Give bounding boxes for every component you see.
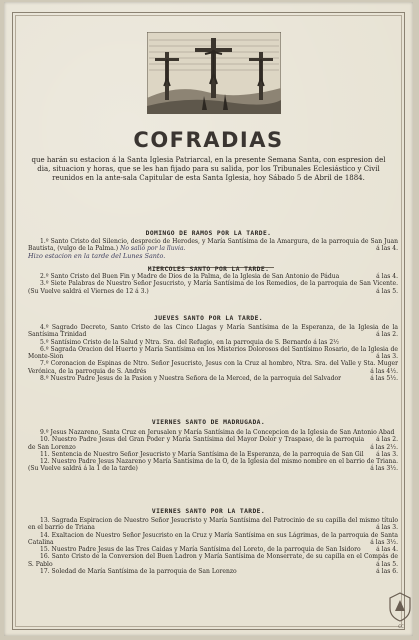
entry-text: 14. Exaltacion de Nuestro Señor Jesucristo en la Cruz y María Santísima en sus Lágrimas, de la parroquia de Santa Catalina — [28, 531, 398, 546]
archive-stamp-icon — [389, 592, 411, 622]
entry-time: á las 4. — [376, 273, 398, 280]
entry-time: á las 3½. — [370, 538, 398, 546]
entry-text: 17. Soledad de María Santísima de la parroquia de San Lorenzo — [40, 568, 237, 576]
handwritten-note-line — [28, 253, 398, 260]
entry-time: á las 4½. — [370, 367, 398, 375]
entry-text: 4.º Sagrado Decreto, Santo Cristo de las Cinco Llagas y María Santísima de la Esperanza, de la Iglesia de la Santísima Trinidad — [28, 324, 398, 339]
entry — [28, 273, 398, 280]
entry-text: 11. Sentencia de Nuestro Señor Jesucristo y María Santísima de la Esperanza, de la parroquia de San Gil — [40, 450, 364, 458]
entry-time: á las 3½. — [370, 465, 398, 473]
entry — [28, 324, 398, 339]
handwritten-note: No salió por la lluvia. — [120, 245, 186, 253]
section-entries — [28, 517, 398, 575]
entry-text: 15. Nuestro Padre Jesus de las Tres Caidas y María Santísima del Loreto, de la parroquia de San Isidoro — [40, 546, 361, 554]
entry-text: 8.º Nuestro Padre Jesus de la Pasion y Nuestra Señora de la Merced, de la parroquia del Salvador — [40, 375, 341, 383]
entry-time: á las 2. — [376, 436, 398, 444]
section-heading: VIERNES SANTO POR LA TARDE. — [151, 508, 266, 515]
entry-time: á las 2½. — [370, 443, 398, 451]
section-heading: MIERCOLES SANTO POR LA TARDE. — [147, 266, 270, 273]
entry-text: 10. Nuestro Padre Jesus del Gran Poder y María Santísima del Mayor Dolor y Traspaso, de la parroquia de San Lorenzo — [28, 436, 365, 451]
entry — [28, 238, 398, 253]
entry — [28, 339, 398, 346]
entry-text: 7.º Coronacion de Espinas de Ntro. Señor Jesucristo, Jesus con la Cruz al hombro, Ntra. Sra. del Valle y Sta. Muger Verónica, de la parroquia de S. Andrés — [28, 360, 398, 375]
entry — [28, 546, 398, 553]
entry-text: 9.º Jesus Nazareno, Santa Cruz en Jerusalen y María Santísima de la Concepcion de la Iglesia de San Antonio Abad — [40, 429, 395, 436]
entry — [28, 346, 398, 361]
entry-text: 6.º Sagrada Oracion del Huerto y María Santísima en los Misterios Dolorosos del Santísimo Rosario, de la Iglesia de Monte-Sion — [28, 345, 398, 361]
entry-text: 12. Nuestro Padre Jesus Nazareno y María Santísima de la O, de la Iglesia del mismo nombre en el barrio de Triana. (Su Vuelve saldrá á la 1 de la tarde) — [28, 458, 398, 473]
section-entries — [28, 238, 398, 260]
entry-time: á las 4. — [376, 546, 398, 554]
entry — [28, 451, 398, 458]
entry-text: 16. Santo Cristo de la Conversion del Buen Ladron y María Santísima de Monserrate, de su capilla en el Compás de S. Pablo — [28, 553, 398, 568]
entry-time: á las 5. — [376, 287, 398, 295]
entry — [28, 553, 398, 568]
entry-time: á las 3. — [376, 450, 398, 458]
entry-text: 5.º Santísimo Cristo de la Salud y Ntra. Sra. del Refugio, en la parroquia de S. Bernardo á las 2½ — [40, 338, 340, 346]
section-heading: DOMINGO DE RAMOS POR LA TARDE. — [145, 230, 272, 237]
entry-time: á las 2. — [376, 331, 398, 339]
document-sheet — [4, 2, 413, 636]
entry — [28, 517, 398, 532]
section-heading: VIERNES SANTO DE MADRUGADA. — [151, 419, 266, 426]
document-intro: que harán su estacion á la Santa Iglesia Patriarcal, en la presente Semana Santa, con espresion del dia, situacion y horas, que se les han fijado para su salida, por los Tribunales Eclesiástico y Civil reunidos en la ante-sala Capitular de esta Santa Iglesia, hoy Sábado 5 de Abril de 1884. — [31, 156, 386, 183]
section-heading: JUEVES SANTO POR LA TARDE. — [154, 315, 263, 322]
entry-time: á las 3. — [376, 524, 398, 532]
entry-time: á las 3. — [376, 353, 398, 361]
entry-text: 13. Sagrada Espiracion de Nuestro Señor Jesucristo y María Santísima del Patrocinio de su capilla del mismo título en el barrio de Triana — [28, 517, 398, 532]
section-entries — [28, 429, 398, 473]
entry-time: á las 5. — [376, 560, 398, 568]
entry-time: á las 4. — [376, 245, 398, 253]
entry — [28, 280, 398, 295]
entry — [28, 458, 398, 473]
section-entries — [28, 273, 398, 295]
entry — [28, 360, 398, 375]
handwritten-note: Hizo estacion en la tarde del Lunes Santo. — [28, 251, 166, 260]
entry — [28, 375, 398, 382]
entry-text: 1.º Santo Cristo del Silencio, desprecio de Herodes, y María Santísima de la Amargura, de la parroquia de San Juan Bautista, (vulgo de la Palma.) — [28, 238, 398, 253]
document-title: COFRADIAS — [133, 128, 284, 152]
entry — [28, 568, 398, 575]
section-entries — [28, 324, 398, 382]
calvary-engraving — [147, 32, 281, 114]
entry-text: 2.º Santo Cristo del Buen Fin y Madre de Dios de la Palma, de la Iglesia de San Antonio de Pádua — [40, 273, 340, 280]
entry-text: 3.º Siete Palabras de Nuestro Señor Jesucristo, y María Santísima de los Remedios, de la parroquia de San Vicente. (Su Vuelve saldrá el Viernes de 12 á 3.) — [28, 280, 398, 295]
entry — [28, 532, 398, 547]
entry-time: á las 6. — [376, 568, 398, 576]
stamp-label: CC — [398, 624, 404, 629]
entry — [28, 436, 398, 451]
entry-time: á las 5½. — [370, 375, 398, 383]
